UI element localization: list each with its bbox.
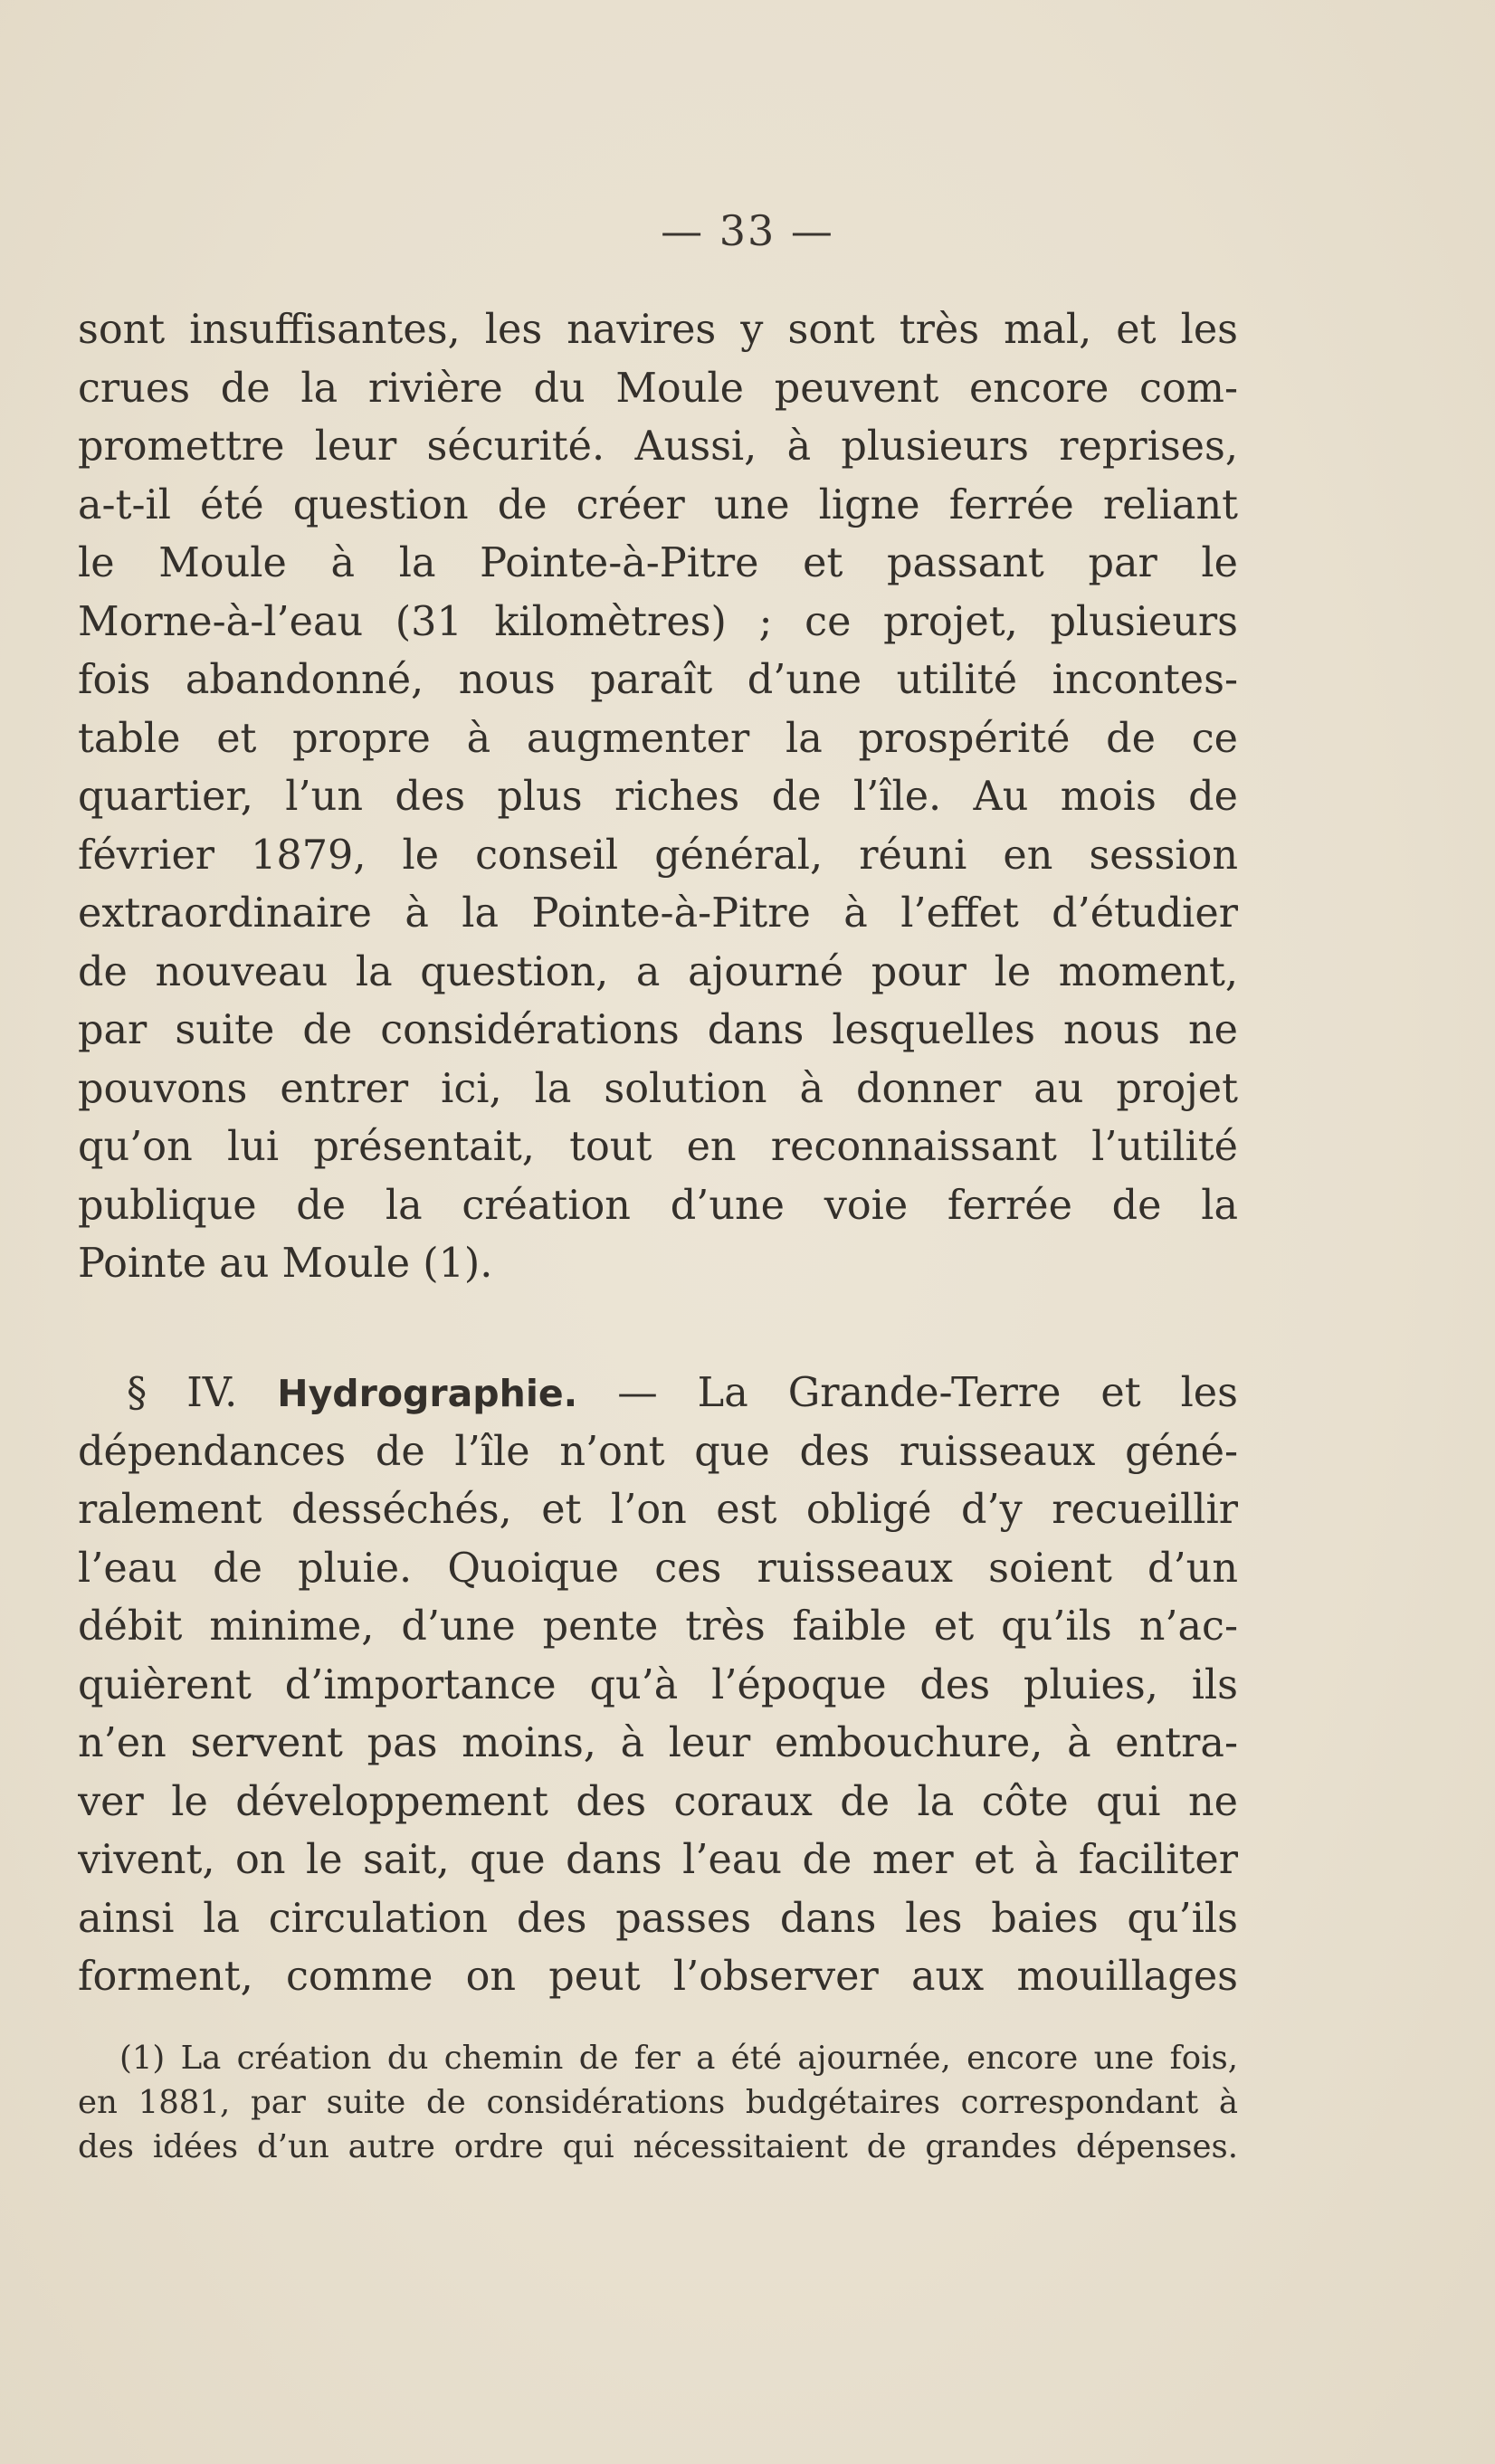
text-line: ralement desséchés, et l’on est obligé d’y recueillir	[78, 1487, 1238, 1533]
text-line: publique de la création d’une voie ferrée de la	[78, 1182, 1238, 1229]
text-line: n’en servent pas moins, à leur embouchure, à entra-	[78, 1720, 1238, 1766]
footnote-line: en 1881, par suite de considérations budgétaires correspondant à	[78, 2084, 1238, 2121]
text-line: fois abandonné, nous paraît d’une utilité incontes-	[78, 657, 1238, 703]
text-line: ver le développement des coraux de la côte qui ne	[78, 1778, 1238, 1825]
text-line: forment, comme on peut l’observer aux mouillages	[78, 1954, 1238, 2000]
section-first-line	[78, 1365, 1238, 1423]
footnote-line: des idées d’un autre ordre qui nécessitaient de grandes dépenses.	[78, 2128, 1238, 2165]
text-line: crues de la rivière du Moule peuvent encore com-	[78, 365, 1238, 412]
text-line: promettre leur sécurité. Aussi, à plusieurs reprises,	[78, 423, 1238, 470]
text-line: de nouveau la question, a ajourné pour le moment,	[78, 948, 1238, 995]
text-line: février 1879, le conseil général, réuni en session	[78, 832, 1238, 879]
text-line: quartier, l’un des plus riches de l’île. Au mois de	[78, 774, 1238, 820]
section-first-line-text: — La Grande-Terre et les	[617, 1370, 1238, 1416]
text-line: vivent, on le sait, que dans l’eau de mer et à faciliter	[78, 1837, 1238, 1883]
text-line: sont insuffisantes, les navires y sont très mal, et les	[78, 307, 1238, 353]
text-line: qu’on lui présentait, tout en reconnaissant l’utilité	[78, 1124, 1238, 1170]
text-line: quièrent d’importance qu’à l’époque des pluies, ils	[78, 1661, 1238, 1708]
section-heading: Hydrographie.	[277, 1372, 578, 1415]
text-line: a-t-il été question de créer une ligne ferrée reliant	[78, 481, 1238, 528]
text-line: le Moule à la Pointe-à-Pitre et passant par le	[78, 540, 1238, 586]
page-number: — 33 —	[661, 206, 834, 255]
paragraph-railway	[78, 301, 1238, 1294]
text-line: par suite de considérations dans lesquelles nous ne	[78, 1007, 1238, 1053]
text-line: table et propre à augmenter la prospérité de ce	[78, 715, 1238, 762]
text-line: ainsi la circulation des passes dans les baies qu’ils	[78, 1895, 1238, 1942]
footnote	[78, 2036, 1238, 2169]
text-line: débit minime, d’une pente très faible et qu’ils n’ac-	[78, 1603, 1238, 1650]
section-hydrographie	[78, 1365, 1238, 2007]
section-number: § IV.	[127, 1370, 238, 1416]
text-line: pouvons entrer ici, la solution à donner au projet	[78, 1065, 1238, 1112]
text-line: extraordinaire à la Pointe-à-Pitre à l’effet d’étudier	[78, 890, 1238, 937]
text-line: dépendances de l’île n’ont que des ruisseaux géné-	[78, 1428, 1238, 1475]
text-line: l’eau de pluie. Quoique ces ruisseaux soient d’un	[78, 1545, 1238, 1592]
text-line: Morne-à-l’eau (31 kilomètres) ; ce projet, plusieurs	[78, 598, 1238, 645]
footnote-line: (1) La création du chemin de fer a été ajournée, encore une fois,	[119, 2040, 1238, 2077]
text-line: Pointe au Moule (1).	[78, 1241, 493, 1287]
